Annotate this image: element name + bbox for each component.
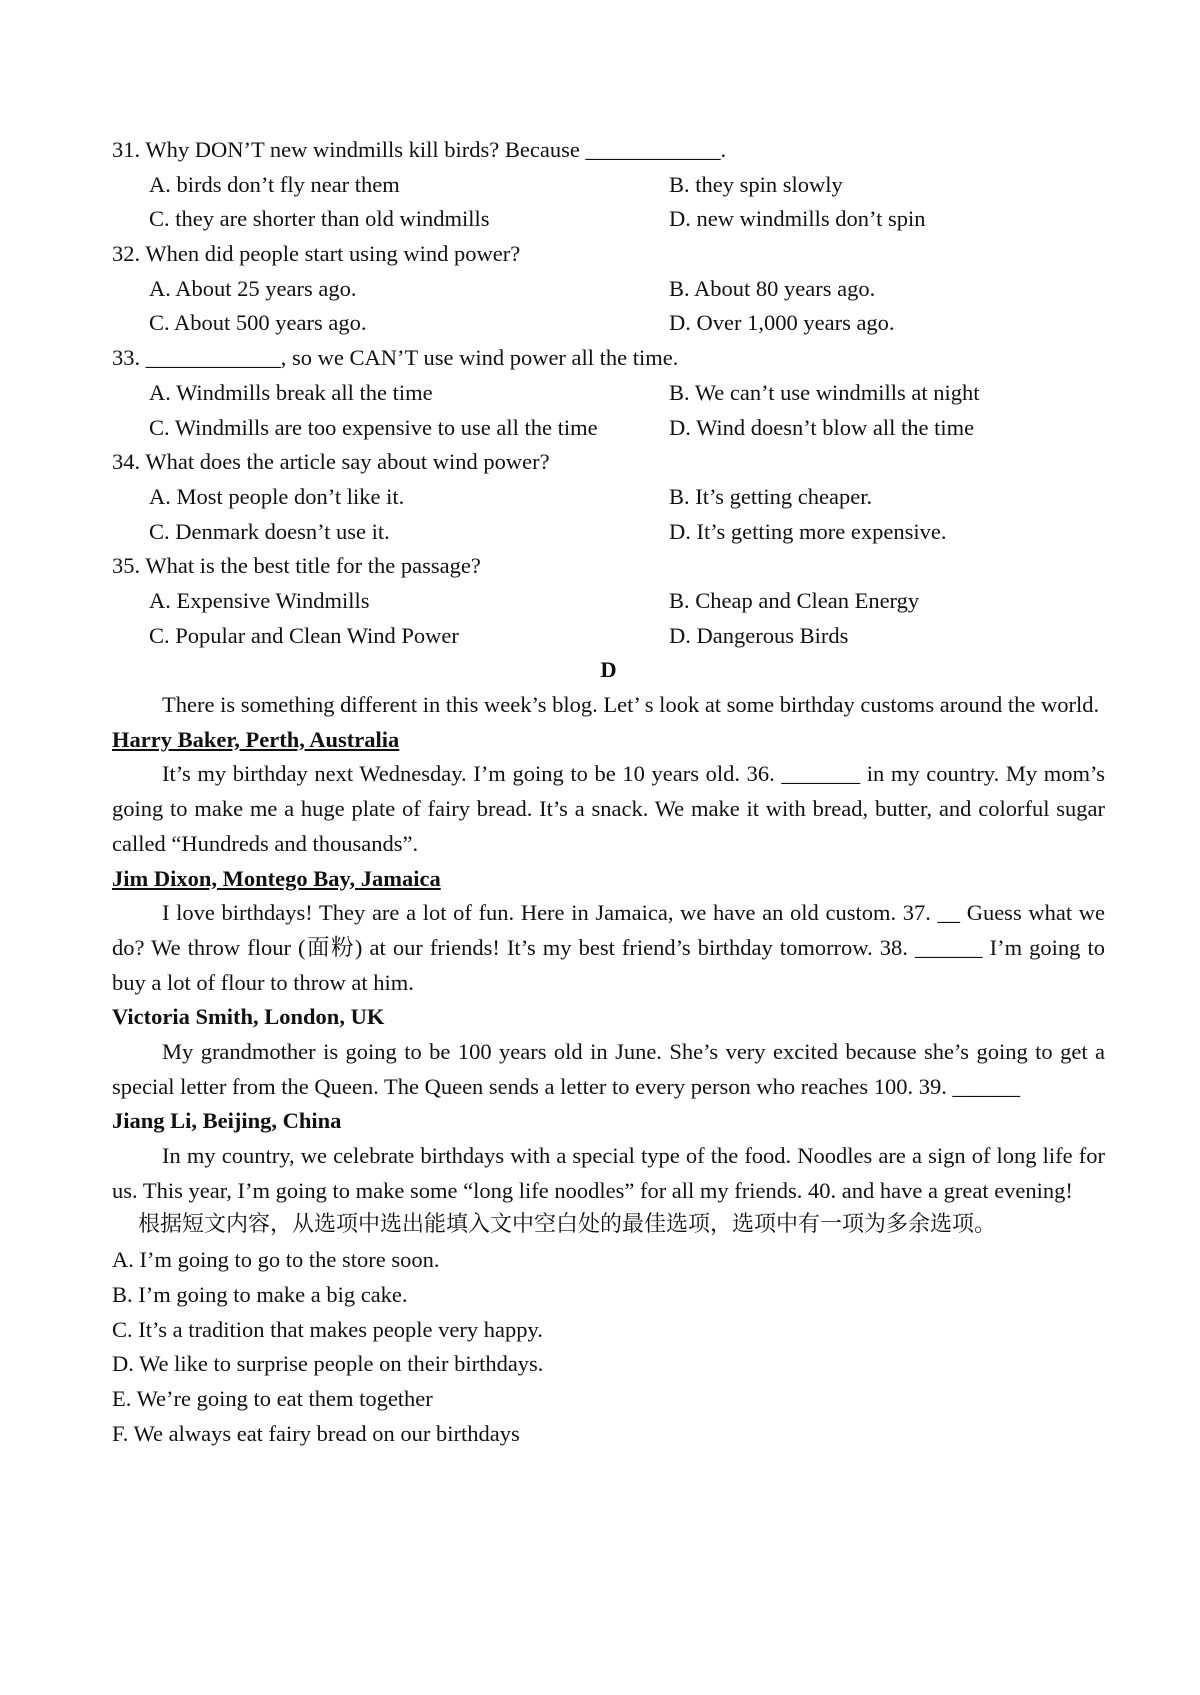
instruction: 根据短文内容，从选项中选出能填入文中空白处的最佳选项，选项中有一项为多余选项。	[138, 1212, 997, 1238]
section-intro: There is something different in this week’s blog. Let’ s look at some birthday customs around the world.	[162, 692, 1100, 717]
option-c: C. Denmark doesn’t use it.	[149, 518, 390, 544]
entry-text: It’s my birthday next Wednesday. I’m going to be 10 years old. 36. _______ in my country. My mom’s going to make me a huge plate of fairy bread. It’s a snack. We make it with bread, butter, and colorful sugar called “Hundreds and thousands”.	[112, 761, 1105, 856]
option-d: D. Over 1,000 years ago.	[669, 310, 895, 336]
question-34	[112, 445, 1105, 480]
options-row	[112, 515, 1105, 550]
option-a: A. Most people don’t like it.	[149, 483, 405, 509]
option-a: A. About 25 years ago.	[149, 275, 357, 301]
section-title: D	[600, 657, 617, 683]
option-a: A. Expensive Windmills	[149, 587, 370, 613]
option-d: D. Dangerous Birds	[669, 622, 849, 648]
option-d: D. Wind doesn’t blow all the time	[669, 414, 975, 440]
option-b: B. We can’t use windmills at night	[669, 379, 980, 405]
option-c: C. they are shorter than old windmills	[149, 206, 490, 232]
question-32	[112, 237, 1105, 272]
options-row	[112, 376, 1105, 411]
question-stem: 34. What does the article say about wind power?	[112, 449, 550, 475]
option-d: D. It’s getting more expensive.	[669, 518, 947, 544]
option-d: D. new windmills don’t spin	[669, 206, 926, 232]
question-stem: 32. When did people start using wind power?	[112, 241, 521, 267]
question-35	[112, 549, 1105, 584]
question-31	[112, 133, 1105, 168]
option-b: B. they spin slowly	[669, 171, 843, 197]
entry-heading: Jiang Li, Beijing, China	[112, 1108, 342, 1134]
choice-item: A. I’m going to go to the store soon.	[112, 1247, 440, 1273]
entry-text: In my country, we celebrate birthdays with a special type of the food. Noodles are a sign of long life for us. This year, I’m going to make some “long life noodles” for all my friends. 40. and have a great evening!	[112, 1143, 1105, 1203]
option-b: B. About 80 years ago.	[669, 275, 876, 301]
option-c: C. Windmills are too expensive to use all the time	[149, 414, 598, 440]
choice-item: D. We like to surprise people on their birthdays.	[112, 1351, 544, 1377]
choice-item: F. We always eat fairy bread on our birthdays	[112, 1420, 520, 1446]
option-a: A. birds don’t fly near them	[149, 171, 400, 197]
exam-page	[112, 133, 1105, 1451]
options-row	[112, 202, 1105, 237]
options-row	[112, 272, 1105, 307]
question-stem: 33. ____________, so we CAN’T use wind power all the time.	[112, 345, 679, 371]
options-row	[112, 619, 1105, 654]
options-row	[112, 411, 1105, 446]
options-row	[112, 168, 1105, 203]
options-row	[112, 306, 1105, 341]
entry-heading: Harry Baker, Perth, Australia	[112, 726, 400, 752]
option-c: C. Popular and Clean Wind Power	[149, 622, 459, 648]
entry-text: My grandmother is going to be 100 years old in June. She’s very excited because she’s going to get a special letter from the Queen. The Queen sends a letter to every person who reaches 100. 39. ______	[112, 1038, 1105, 1099]
question-stem: 35. What is the best title for the passage?	[112, 553, 481, 579]
choice-item: B. I’m going to make a big cake.	[112, 1281, 408, 1307]
entry-heading: Victoria Smith, London, UK	[112, 1004, 385, 1030]
options-row	[112, 584, 1105, 619]
entry-heading: Jim Dixon, Montego Bay, Jamaica	[112, 865, 441, 891]
option-b: B. It’s getting cheaper.	[669, 483, 873, 509]
option-a: A. Windmills break all the time	[149, 379, 433, 405]
option-c: C. About 500 years ago.	[149, 310, 367, 336]
entry-text: I love birthdays! They are a lot of fun. Here in Jamaica, we have an old custom. 37. __ Guess what we do? We throw flour (面粉) at our friends! It’s my best friend’s birthday tomorrow. 38. ______ I’m going to buy a lot of flour to throw at him.	[112, 900, 1105, 995]
question-stem: 31. Why DON’T new windmills kill birds? Because ____________.	[112, 137, 727, 162]
question-33	[112, 341, 1105, 376]
choice-item: C. It’s a tradition that makes people very happy.	[112, 1316, 543, 1342]
options-row	[112, 480, 1105, 515]
choice-item: E. We’re going to eat them together	[112, 1385, 433, 1411]
option-b: B. Cheap and Clean Energy	[669, 587, 920, 613]
